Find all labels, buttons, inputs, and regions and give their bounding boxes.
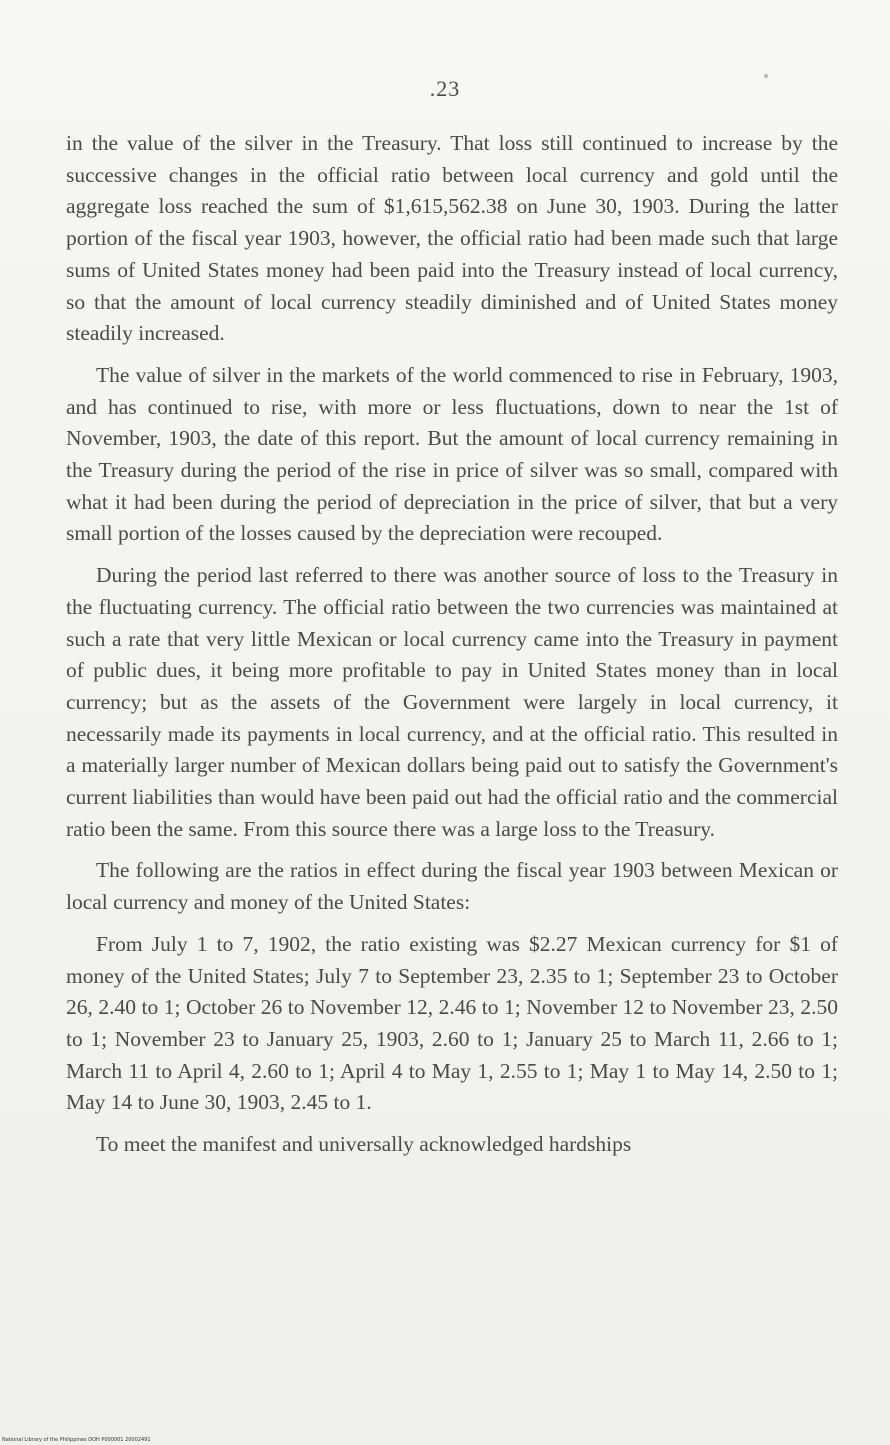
paragraph-continuation: in the value of the silver in the Treasury. That loss still continued to increase by the successive changes in the official ratio between local currency and gold until the aggregate loss reached the sum of $1,615,562.38 on June 30, 1903. During the latter portion of the fiscal year 1903, however, the official ratio had been made such that large sums of United States money had been paid into the Treasury instead of local currency, so that the amount of local currency steadily diminished and of United States money steadily increased. xyxy=(66,131,838,346)
paragraph-ratios-intro: The following are the ratios in effect during the fiscal year 1903 between Mexican or local currency and money of the United States: xyxy=(66,858,838,915)
paragraph-hardships: To meet the manifest and universally acknowledged hardships xyxy=(96,1132,632,1157)
body-text xyxy=(66,128,838,1171)
page-number: .23 xyxy=(429,76,461,101)
paragraph-silver-value: The value of silver in the markets of the world commenced to rise in February, 1903, and has continued to rise, with more or less fluctuations, down to near the 1st of November, 1903, the date of this report. But the amount of local currency remaining in the Treasury during the period of the rise in price of silver was so small, compared with what it had been during the period of depreciation in the price of silver, that but a very small portion of the losses caused by the depreciation were recouped. xyxy=(66,362,838,546)
paragraph-loss-source: During the period last referred to there was another source of loss to the Treasury in the fluctuating currency. The official ratio between the two currencies was maintained at such a rate that very little Mexican or local currency came into the Treasury in payment of public dues, it being more profitable to pay in United States money than in local currency; but as the assets of the Government were largely in local currency, it necessarily made its payments in local currency, and at the official ratio. This resulted in a materially larger number of Mexican dollars being paid out to satisfy the Government's current liabilities than would have been paid out had the official ratio and the commercial ratio been the same. From this source there was a large loss to the Treasury. xyxy=(66,563,838,841)
scan-footer: National Library of the Philippines DOH P000001 20002491 xyxy=(2,1437,151,1443)
paragraph-ratio-list: From July 1 to 7, 1902, the ratio existing was $2.27 Mexican currency for $1 of money of the United States; July 7 to September 23, 2.35 to 1; September 23 to October 26, 2.40 to 1; October 26 to November 12, 2.46 to 1; November 12 to November 23, 2.50 to 1; November 23 to January 25, 1903, 2.60 to 1; January 25 to March 11, 2.66 to 1; March 11 to April 4, 2.60 to 1; April 4 to May 1, 2.55 to 1; May 1 to May 14, 2.50 to 1; May 14 to June 30, 1903, 2.45 to 1. xyxy=(66,931,838,1115)
